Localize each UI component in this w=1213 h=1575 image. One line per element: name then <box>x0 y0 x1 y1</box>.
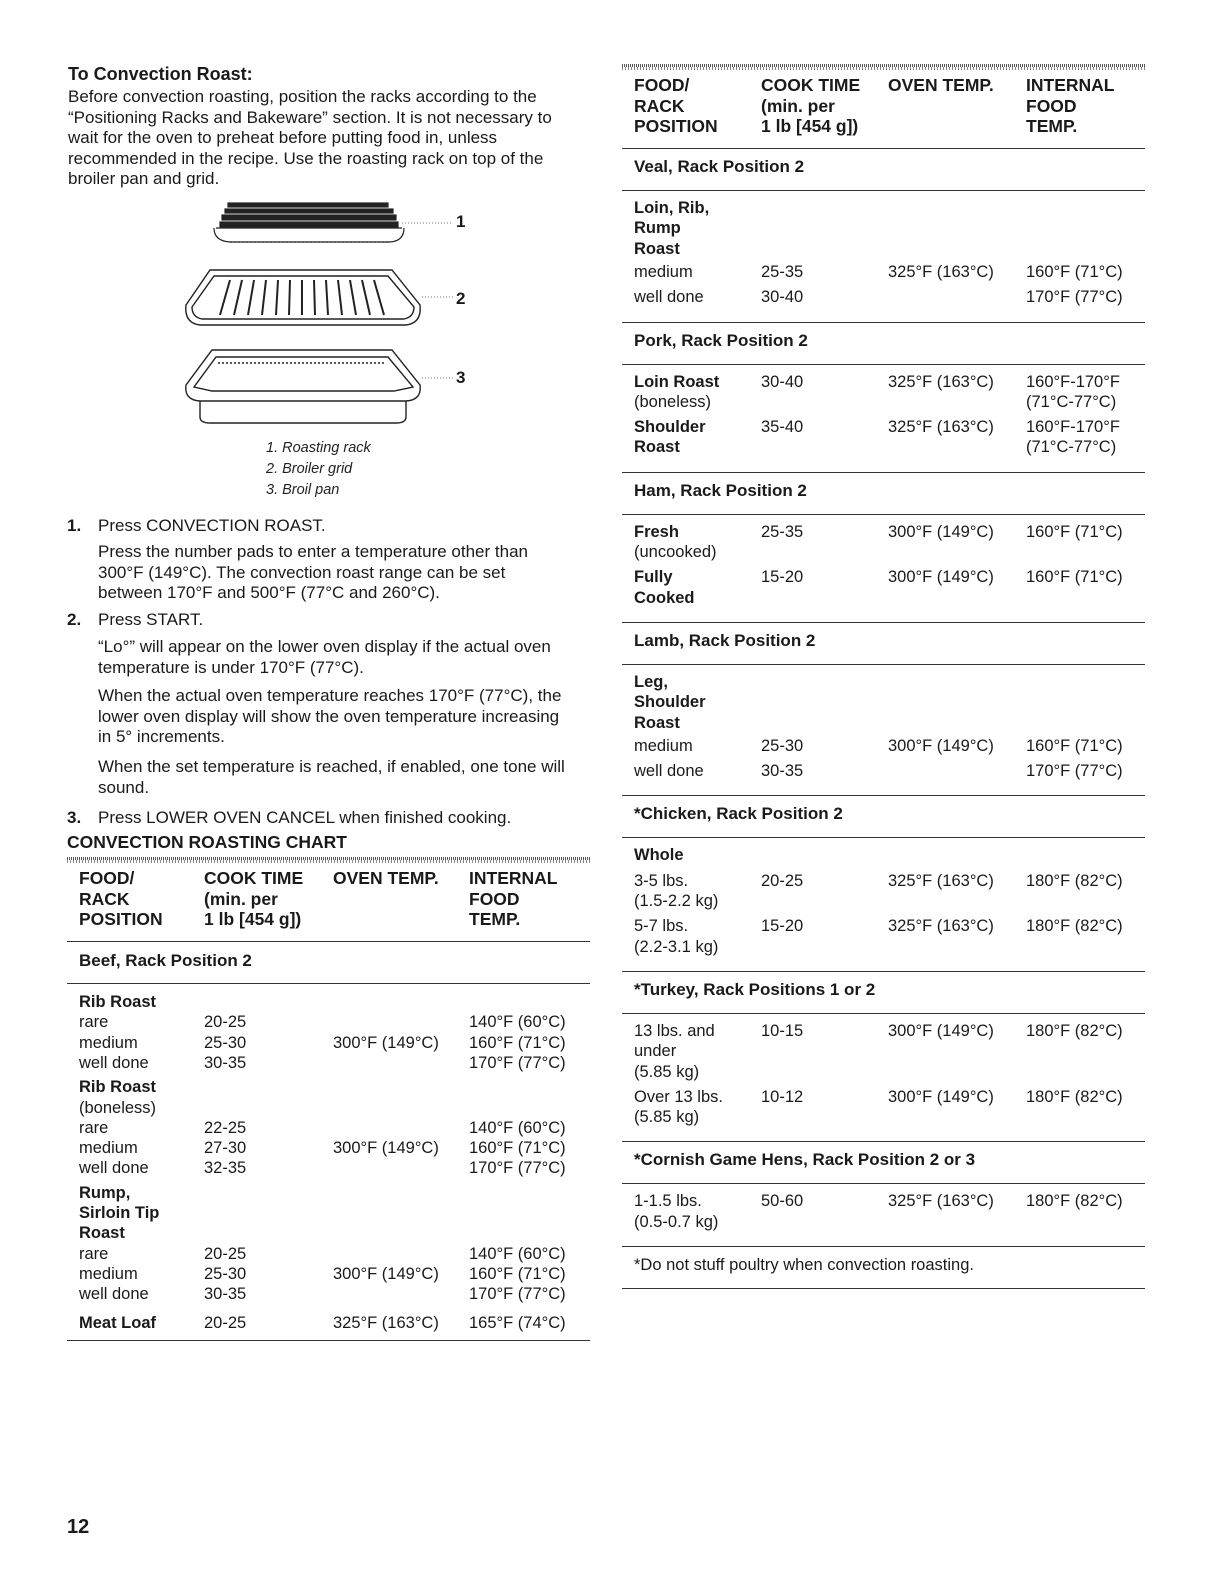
row-food: (0.5-0.7 kg) <box>634 1212 719 1231</box>
step-line: between 170°F and 500°F (77°C and 260°C). <box>98 583 440 602</box>
table-rule <box>67 1340 590 1341</box>
section-heading: To Convection Roast: <box>68 64 253 84</box>
row-cook-time: 20-25 <box>204 1313 247 1332</box>
header-line: TEMP. <box>1026 116 1078 136</box>
header-internal-temp <box>1026 75 1114 137</box>
callout-3: 3 <box>456 368 466 387</box>
section-title: *Turkey, Rack Positions 1 or 2 <box>634 979 876 999</box>
header-line: OVEN TEMP. <box>888 75 994 95</box>
row-oven-temp: 325°F (163°C) <box>888 372 994 391</box>
row-food: rare <box>79 1013 109 1032</box>
section-title: Ham, Rack Position 2 <box>634 480 807 500</box>
row-cook-time: 25-30 <box>204 1264 247 1283</box>
header-line: (min. per <box>761 95 835 116</box>
row-food: 5-7 lbs. <box>634 917 689 936</box>
broiler-grid-drawing <box>186 270 420 325</box>
row-food: Rib Roast <box>79 993 157 1011</box>
intro-line: wait for the oven to preheat before putting food in, unless <box>68 128 498 147</box>
header-line: COOK TIME <box>204 868 304 888</box>
intro-line: Before convection roasting, position the racks according to the <box>68 87 537 106</box>
row-cook-time: 27-30 <box>204 1139 247 1158</box>
header-line: FOOD <box>469 888 520 909</box>
table-rule <box>622 148 1145 149</box>
section-title: *Chicken, Rack Position 2 <box>634 804 843 824</box>
row-food: Over 13 lbs. <box>634 1087 723 1106</box>
header-cook-time <box>761 75 860 137</box>
figure-caption <box>266 438 371 501</box>
header-line: INTERNAL <box>469 868 558 888</box>
row-food: Roast <box>79 1224 125 1243</box>
table-rule <box>622 622 1145 623</box>
row-food: rare <box>79 1244 109 1263</box>
row-food: Cooked <box>634 588 695 607</box>
row-food: 3-5 lbs. <box>634 871 689 890</box>
row-internal-temp: 165°F (74°C) <box>469 1313 566 1332</box>
row-cook-time: 25-35 <box>761 522 804 541</box>
step-3-text: Press LOWER OVEN CANCEL when finished cooking. <box>98 808 512 827</box>
step-1-number: 1. <box>67 516 82 535</box>
header-line: FOOD <box>1026 95 1077 116</box>
row-food: Roast <box>634 713 680 732</box>
footnote: *Do not stuff poultry when convection roasting. <box>634 1256 974 1274</box>
row-food: medium <box>634 736 693 755</box>
row-food: Meat Loaf <box>79 1313 157 1332</box>
header-line: POSITION <box>79 909 163 929</box>
row-food: medium <box>634 262 693 281</box>
row-internal-temp: 140°F (60°C) <box>469 1118 566 1137</box>
row-internal-temp: 180°F (82°C) <box>1026 917 1123 936</box>
row-food: 13 lbs. and <box>634 1021 715 1040</box>
row-cook-time: 20-25 <box>204 1244 247 1263</box>
step-3-number: 3. <box>67 808 82 827</box>
row-internal-temp: 160°F (71°C) <box>1026 568 1123 587</box>
table-rule <box>622 364 1145 365</box>
section-title: Pork, Rack Position 2 <box>634 330 808 350</box>
row-food: 1-1.5 lbs. <box>634 1192 702 1211</box>
intro-paragraph <box>68 87 598 190</box>
row-cook-time: 30-40 <box>761 288 804 307</box>
row-food: Loin, Rib, <box>634 199 710 217</box>
row-internal-temp: 160°F-170°F <box>1026 372 1120 391</box>
row-cook-time: 25-30 <box>761 736 804 755</box>
header-line: TEMP. <box>469 909 521 929</box>
section-title: Lamb, Rack Position 2 <box>634 630 816 650</box>
row-cook-time: 50-60 <box>761 1192 804 1211</box>
row-cook-time: 30-35 <box>761 762 804 781</box>
step-line: Press the number pads to enter a temperature other than <box>98 542 528 561</box>
broil-pan-drawing <box>186 350 420 423</box>
step-line: sound. <box>98 777 150 797</box>
row-food: medium <box>79 1264 138 1283</box>
row-food: (5.85 kg) <box>634 1108 700 1127</box>
roasting-equipment-illustration <box>170 195 490 435</box>
row-food: well done <box>634 288 704 307</box>
row-oven-temp: 300°F (149°C) <box>333 1264 439 1283</box>
row-internal-temp: 160°F (71°C) <box>1026 736 1123 755</box>
row-internal-temp: 170°F (77°C) <box>469 1159 566 1178</box>
step-1-text: Press CONVECTION ROAST. <box>98 516 326 535</box>
intro-line: recommended in the recipe. Use the roasting rack on top of the <box>68 148 544 168</box>
table-rule <box>622 1013 1145 1014</box>
table-rule <box>622 795 1145 796</box>
row-food: Fresh <box>634 522 679 541</box>
table-rule <box>622 322 1145 323</box>
table-rule <box>67 941 590 942</box>
row-food: Shoulder <box>634 418 706 437</box>
header-line: RACK <box>634 95 685 116</box>
row-cook-time: 22-25 <box>204 1118 247 1137</box>
row-internal-temp: 160°F (71°C) <box>469 1033 566 1052</box>
row-food: well done <box>634 762 704 781</box>
roasting-rack-drawing <box>214 203 404 242</box>
intro-line: “Positioning Racks and Bakeware” section. It is not necessary to <box>68 107 552 127</box>
row-cook-time: 15-20 <box>761 568 804 587</box>
row-oven-temp: 300°F (149°C) <box>333 1033 439 1052</box>
row-food: medium <box>79 1033 138 1052</box>
step-line: 300°F (149°C). The convection roast range can be set <box>98 562 506 582</box>
row-food: Sirloin Tip <box>79 1204 160 1222</box>
table-rule <box>622 1141 1145 1142</box>
row-food: well done <box>79 1285 149 1304</box>
row-food: Rump, <box>79 1183 131 1202</box>
caption-line: 2. Broiler grid <box>266 461 353 477</box>
step-1-detail <box>98 542 528 604</box>
row-food: Loin Roast <box>634 372 720 391</box>
row-internal-temp: 180°F (82°C) <box>1026 1192 1123 1211</box>
header-line: (min. per <box>204 888 278 909</box>
row-cook-time: 20-25 <box>204 1013 247 1032</box>
header-line: POSITION <box>634 116 718 136</box>
table-top-rule <box>67 857 590 863</box>
row-food: (boneless) <box>79 1098 157 1117</box>
row-cook-time: 10-15 <box>761 1021 804 1040</box>
header-line: COOK TIME <box>761 75 861 95</box>
header-internal-temp <box>469 868 557 930</box>
intro-line: broiler pan and grid. <box>68 169 220 188</box>
row-oven-temp: 325°F (163°C) <box>888 262 994 281</box>
table-rule <box>622 971 1145 972</box>
header-line: OVEN TEMP. <box>333 868 439 888</box>
row-internal-temp: 180°F (82°C) <box>1026 871 1123 890</box>
table-rule <box>622 190 1145 191</box>
row-food: well done <box>79 1053 149 1072</box>
caption-line: 1. Roasting rack <box>266 440 371 456</box>
row-food: Leg, <box>634 672 668 691</box>
step-line: When the set temperature is reached, if enabled, one tone will <box>98 757 565 776</box>
header-line: 1 lb [454 g]) <box>204 909 302 929</box>
row-internal-temp: (71°C-77°C) <box>1026 438 1117 457</box>
table-rule <box>622 664 1145 665</box>
header-line: FOOD/ <box>634 75 690 95</box>
step-line: lower oven display will show the oven temperature increasing <box>98 706 560 726</box>
row-food: Roast <box>634 438 680 457</box>
step-line: When the actual oven temperature reaches 170°F (77°C), the <box>98 686 562 705</box>
row-internal-temp: 170°F (77°C) <box>469 1285 566 1304</box>
row-food: (2.2-3.1 kg) <box>634 937 719 956</box>
row-cook-time: 15-20 <box>761 917 804 936</box>
table-top-rule <box>622 64 1145 70</box>
row-oven-temp: 300°F (149°C) <box>888 522 994 541</box>
row-food: Roast <box>634 239 680 258</box>
row-internal-temp: 180°F (82°C) <box>1026 1087 1123 1106</box>
row-oven-temp: 300°F (149°C) <box>888 568 994 587</box>
row-cook-time: 10-12 <box>761 1087 804 1106</box>
step-2-text: Press START. <box>98 610 204 629</box>
row-internal-temp: 170°F (77°C) <box>1026 288 1123 307</box>
row-internal-temp: 160°F (71°C) <box>469 1139 566 1158</box>
row-oven-temp: 300°F (149°C) <box>333 1139 439 1158</box>
row-oven-temp: 325°F (163°C) <box>888 917 994 936</box>
row-oven-temp: 300°F (149°C) <box>888 736 994 755</box>
header-food <box>634 75 718 137</box>
row-internal-temp: 160°F (71°C) <box>1026 522 1123 541</box>
row-oven-temp: 325°F (163°C) <box>888 1192 994 1211</box>
row-cook-time: 30-35 <box>204 1285 247 1304</box>
row-internal-temp: 140°F (60°C) <box>469 1244 566 1263</box>
section-title: Beef, Rack Position 2 <box>79 951 252 970</box>
row-cook-time: 30-35 <box>204 1053 247 1072</box>
row-food: Rib Roast <box>79 1078 157 1097</box>
table-rule <box>622 472 1145 473</box>
table-rule <box>622 1246 1145 1247</box>
page-number: 12 <box>67 1516 90 1538</box>
table-rule <box>622 1183 1145 1184</box>
chart-title: CONVECTION ROASTING CHART <box>67 832 347 852</box>
header-line: 1 lb [454 g]) <box>761 116 859 136</box>
table-rule <box>622 1288 1145 1289</box>
callout-1: 1 <box>456 212 466 231</box>
header-line: RACK <box>79 888 130 909</box>
row-internal-temp: 160°F (71°C) <box>469 1264 566 1283</box>
row-internal-temp: 170°F (77°C) <box>1026 762 1123 781</box>
step-2-detail-b <box>98 686 561 748</box>
row-internal-temp: 180°F (82°C) <box>1026 1021 1123 1040</box>
table-rule <box>622 837 1145 838</box>
header-line: INTERNAL <box>1026 75 1115 95</box>
step-2-detail-a <box>98 637 551 678</box>
row-food: under <box>634 1042 677 1061</box>
row-food: (1.5-2.2 kg) <box>634 892 719 910</box>
row-internal-temp: 140°F (60°C) <box>469 1013 566 1032</box>
row-cook-time: 32-35 <box>204 1159 247 1178</box>
row-oven-temp: 300°F (149°C) <box>888 1087 994 1106</box>
header-food <box>79 868 163 930</box>
step-line: in 5° increments. <box>98 727 225 746</box>
row-food: (5.85 kg) <box>634 1062 700 1081</box>
row-oven-temp: 325°F (163°C) <box>888 871 994 890</box>
row-food: rare <box>79 1118 109 1137</box>
section-title: Veal, Rack Position 2 <box>634 157 805 176</box>
row-cook-time: 30-40 <box>761 372 804 391</box>
row-food: Fully <box>634 568 673 587</box>
row-internal-temp: 160°F-170°F <box>1026 418 1120 437</box>
row-food: well done <box>79 1159 149 1178</box>
row-food: (boneless) <box>634 392 712 411</box>
step-2-detail-c <box>98 757 565 798</box>
table-rule <box>622 514 1145 515</box>
row-internal-temp: 170°F (77°C) <box>469 1053 566 1072</box>
row-cook-time: 25-30 <box>204 1033 247 1052</box>
row-food: Rump <box>634 219 681 238</box>
table-rule <box>67 983 590 984</box>
header-line: FOOD/ <box>79 868 135 888</box>
row-cook-time: 25-35 <box>761 262 804 281</box>
row-food: Shoulder <box>634 693 706 712</box>
row-oven-temp: 325°F (163°C) <box>333 1313 439 1332</box>
step-2-number: 2. <box>67 610 82 629</box>
step-line: “Lo°” will appear on the lower oven display if the actual oven <box>98 637 551 656</box>
row-cook-time: 35-40 <box>761 418 804 437</box>
step-line: temperature is under 170°F (77°C). <box>98 657 364 677</box>
row-food: (uncooked) <box>634 543 717 561</box>
section-title: *Cornish Game Hens, Rack Position 2 or 3 <box>634 1150 976 1170</box>
row-oven-temp: 300°F (149°C) <box>888 1021 994 1040</box>
header-oven-temp <box>888 75 994 96</box>
header-cook-time <box>204 868 303 930</box>
header-oven-temp <box>333 868 439 889</box>
row-food: Whole <box>634 846 684 865</box>
callout-2: 2 <box>456 289 466 308</box>
row-internal-temp: 160°F (71°C) <box>1026 262 1123 281</box>
row-internal-temp: (71°C-77°C) <box>1026 392 1117 411</box>
row-oven-temp: 325°F (163°C) <box>888 418 994 437</box>
row-food: medium <box>79 1139 138 1158</box>
row-cook-time: 20-25 <box>761 871 804 890</box>
caption-line: 3. Broil pan <box>266 482 340 498</box>
